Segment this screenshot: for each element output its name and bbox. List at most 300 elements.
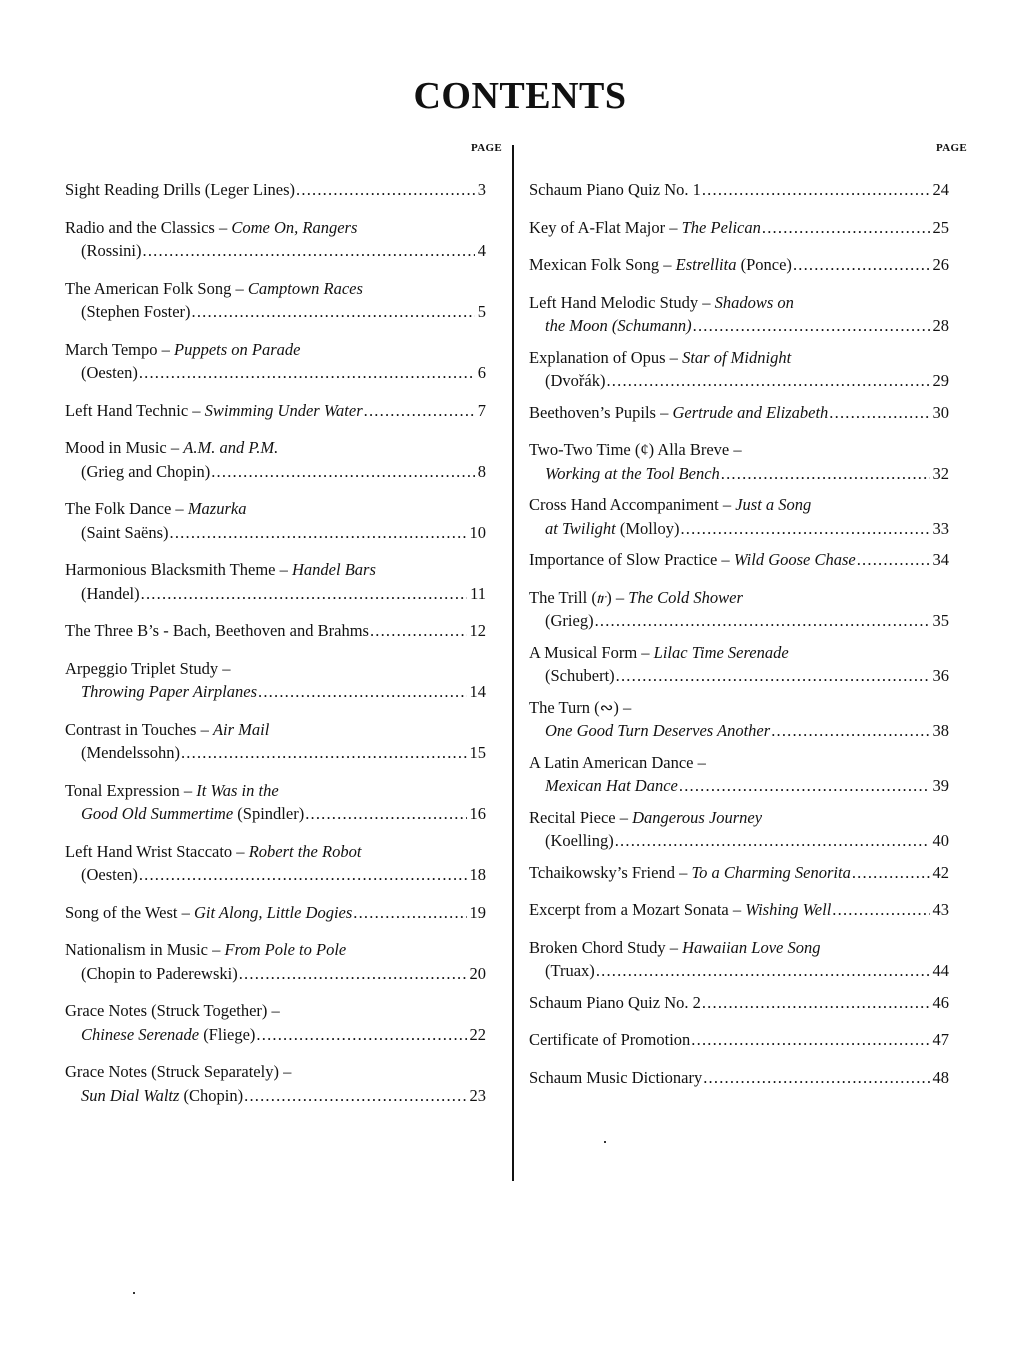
- entry-leader-line: [529, 861, 967, 885]
- page-number: 40: [932, 831, 949, 850]
- entry-leader-line: [529, 664, 967, 688]
- entry-text: [545, 462, 720, 486]
- dot-leader: [832, 898, 929, 922]
- entry-leader-line: [529, 401, 967, 425]
- page-number: 15: [469, 743, 486, 762]
- page-number: 42: [932, 862, 949, 882]
- toc-entry: [65, 216, 502, 263]
- entry-text: [545, 517, 679, 541]
- toc-entry: [529, 861, 967, 885]
- entry-title-text: (Spindler): [233, 804, 305, 823]
- entry-title-italic: Sun Dial Waltz: [81, 1085, 180, 1105]
- page-number: 18: [469, 865, 486, 884]
- entry-text: [529, 991, 701, 1015]
- toc-entry: [65, 497, 502, 544]
- toc-entry: [529, 991, 967, 1015]
- page-number: 35: [932, 611, 949, 630]
- entry-title-text: Beethoven’s Pupils –: [529, 402, 673, 422]
- entry-text: [529, 861, 851, 885]
- toc-entry: [529, 216, 967, 240]
- entry-leader-line: [529, 898, 967, 922]
- dot-leader: [852, 861, 930, 885]
- entry-leader-line: [529, 829, 967, 853]
- toc-entry: [65, 901, 502, 925]
- entry-title-italic: Swimming Under Water: [204, 400, 363, 420]
- toc-list-right: [529, 178, 967, 1089]
- entry-title-italic: Wishing Well: [745, 900, 832, 919]
- entry-title-text: (Mendelssohn): [81, 743, 180, 762]
- page-number: 44: [932, 961, 949, 980]
- entry-title-text: Harmonious Blacksmith Theme –: [65, 560, 292, 579]
- dot-leader: [721, 462, 930, 486]
- entry-title-text: Explanation of Opus –: [529, 347, 683, 367]
- page-number: 4: [477, 241, 486, 260]
- entry-text: [81, 239, 142, 263]
- entry-title-text: Mexican Folk Song –: [529, 255, 676, 274]
- dot-leader: [679, 774, 930, 798]
- entry-text: [545, 829, 614, 853]
- entry-leader-line: [65, 741, 502, 765]
- entry-title-italic: Hawaiian Love Song: [682, 937, 821, 957]
- dot-leader: [857, 548, 930, 572]
- page-number: 33: [932, 518, 949, 538]
- toc-entry: [65, 338, 502, 385]
- page-number: 11: [470, 583, 486, 603]
- column-divider: [512, 145, 514, 1181]
- entry-leader-line: [529, 719, 967, 743]
- entry-title-text: Recital Piece –: [529, 807, 633, 827]
- entry-title-text: Grace Notes (Struck Separately) –: [65, 1062, 292, 1081]
- entry-first-line: [65, 216, 502, 240]
- dot-leader: [680, 517, 929, 541]
- entry-title-text: Broken Chord Study –: [529, 937, 683, 957]
- entry-title-italic: Dangerous Journey: [632, 807, 763, 827]
- entry-title-italic: Robert the Robot: [248, 841, 362, 861]
- entry-title-italic: Come On, Rangers: [231, 217, 358, 237]
- dot-leader: [296, 178, 475, 202]
- entry-text: [65, 901, 352, 925]
- page-number: 3: [477, 180, 486, 199]
- entry-leader-line: [529, 548, 967, 572]
- entry-leader-line: [529, 1066, 967, 1090]
- dot-leader: [691, 1028, 929, 1052]
- page-number: 47: [932, 1030, 949, 1049]
- entry-first-line: [65, 657, 502, 681]
- entry-title-text: Contrast in Touches –: [65, 719, 213, 739]
- dot-leader: [703, 1066, 929, 1090]
- entry-leader-line: [65, 1084, 502, 1108]
- entry-leader-line: [65, 1023, 502, 1047]
- toc-entry: [529, 548, 967, 572]
- dot-leader: [702, 178, 930, 202]
- page-number: 29: [932, 371, 949, 390]
- toc-entry: [65, 840, 502, 887]
- entry-first-line: [65, 497, 502, 521]
- dot-leader: [364, 399, 475, 423]
- entry-text: [529, 401, 828, 425]
- entry-first-line: [65, 277, 502, 301]
- entry-leader-line: [529, 178, 967, 202]
- dot-leader: [702, 991, 930, 1015]
- entry-first-line: [529, 806, 967, 830]
- entry-title-italic: Chinese Serenade: [81, 1024, 200, 1044]
- entry-title-italic: From Pole to Pole: [224, 940, 347, 959]
- entry-leader-line: [529, 609, 967, 633]
- dot-leader: [139, 863, 467, 887]
- entry-title-italic: Star of Midnight: [682, 347, 792, 367]
- page-column-header: PAGE: [936, 142, 967, 154]
- dot-leader: [606, 369, 929, 393]
- entry-title-italic: It Was in the: [196, 780, 279, 800]
- entry-leader-line: [65, 863, 502, 887]
- page-number: 25: [932, 217, 949, 237]
- entry-title-italic: Shadows on: [714, 292, 794, 312]
- entry-leader-line: [65, 399, 502, 423]
- entry-title-text: (Fliege): [199, 1024, 256, 1044]
- entry-text: [81, 582, 140, 606]
- dot-leader: [793, 253, 930, 277]
- dot-leader: [353, 901, 466, 925]
- page-number: 48: [932, 1067, 949, 1087]
- page-number: 43: [932, 900, 949, 919]
- entry-text: [65, 399, 363, 423]
- entry-leader-line: [65, 962, 502, 986]
- entry-title-text: The Turn (: [529, 697, 600, 717]
- entry-title-text: Importance of Slow Practice –: [529, 550, 734, 569]
- turn-symbol: ∾: [599, 697, 614, 717]
- entry-title-text: (Grieg and Chopin): [81, 461, 211, 481]
- entry-title-text: The Trill (: [529, 587, 597, 607]
- entry-text: [545, 959, 595, 983]
- toc-entry: [65, 178, 502, 202]
- entry-title-italic: Mexican Hat Dance: [545, 776, 678, 795]
- entry-title-text: Schaum Piano Quiz No. 1: [529, 180, 701, 199]
- entry-title-italic: Just a Song: [735, 495, 812, 514]
- page-number: 19: [469, 902, 486, 922]
- scan-speck: [604, 1141, 606, 1143]
- entry-title-text: (Koelling): [545, 831, 614, 850]
- entry-title-italic: Camptown Races: [247, 278, 363, 298]
- toc-entry: [65, 399, 502, 423]
- entry-title-italic: at Twilight: [545, 518, 616, 538]
- entry-title-text: (Grieg): [545, 611, 594, 630]
- entry-title-text: (Rossini): [81, 241, 142, 260]
- entry-text: [545, 314, 692, 338]
- entry-first-line: [65, 718, 502, 742]
- entry-title-text: Mood in Music –: [65, 438, 184, 457]
- entry-title-italic: Gertrude and Elizabeth: [672, 402, 829, 422]
- entry-leader-line: [529, 216, 967, 240]
- dot-leader: [239, 962, 467, 986]
- page-number: 34: [932, 550, 949, 569]
- entry-title-italic: Mazurka: [187, 499, 247, 518]
- entry-text: [81, 361, 138, 385]
- entry-leader-line: [529, 253, 967, 277]
- page-number: 20: [469, 963, 486, 983]
- page-number: 46: [932, 992, 949, 1012]
- entry-leader-line: [65, 582, 502, 606]
- page-number: 26: [932, 255, 949, 274]
- page-title: CONTENTS: [413, 75, 627, 117]
- entry-title-text: Key of A-Flat Major –: [529, 217, 682, 237]
- entry-leader-line: [65, 460, 502, 484]
- entry-first-line: [65, 999, 502, 1023]
- dot-leader: [370, 619, 467, 643]
- entry-first-line: [65, 779, 502, 803]
- entry-title-italic: Estrellita: [675, 255, 737, 274]
- entry-text: [529, 548, 856, 572]
- entry-text: [81, 460, 210, 484]
- entry-leader-line: [529, 774, 967, 798]
- toc-entry: [529, 291, 967, 338]
- entry-title-text: The American Folk Song –: [65, 278, 248, 298]
- entry-leader-line: [65, 239, 502, 263]
- entry-title-text: Grace Notes (Struck Together) –: [65, 1001, 280, 1020]
- entry-leader-line: [529, 462, 967, 486]
- entry-leader-line: [65, 300, 502, 324]
- entry-title-italic: Air Mail: [212, 719, 270, 739]
- entry-title-text: (Truax): [545, 961, 595, 980]
- entry-first-line: [529, 291, 967, 315]
- entry-text: [65, 178, 295, 202]
- entry-title-text: Arpeggio Triplet Study –: [65, 658, 231, 678]
- entry-text: [81, 741, 180, 765]
- page-number: 32: [932, 463, 949, 483]
- entry-first-line: [65, 338, 502, 362]
- entry-leader-line: [529, 369, 967, 393]
- toc-entry: [529, 806, 967, 853]
- entry-title-italic: Throwing Paper Airplanes: [81, 682, 258, 701]
- dot-leader: [181, 741, 467, 765]
- toc-entry: [529, 936, 967, 983]
- entry-leader-line: [65, 178, 502, 202]
- page-number: 36: [932, 666, 949, 685]
- entry-leader-line: [65, 680, 502, 704]
- page-number: 30: [932, 402, 949, 422]
- toc-entry: [65, 718, 502, 765]
- entry-first-line: [529, 493, 967, 517]
- toc-entry: [529, 1066, 967, 1090]
- toc-entry: [529, 1028, 967, 1052]
- entry-title-text: Certificate of Promotion: [529, 1030, 691, 1049]
- page-number: 23: [469, 1085, 486, 1105]
- entry-title-italic: Lilac Time Serenade: [653, 642, 789, 662]
- entry-title-italic: The Cold Shower: [628, 587, 743, 607]
- contents-column-left: [65, 142, 502, 1121]
- entry-title-italic: Puppets on Parade: [173, 339, 301, 359]
- entry-text: [65, 619, 369, 643]
- dot-leader: [762, 216, 930, 240]
- page-number: 12: [469, 621, 486, 640]
- entry-title-text: (Chopin to Paderewski): [81, 963, 238, 983]
- dot-leader: [258, 680, 466, 704]
- entry-title-italic: Git Along, Little Dogies: [194, 902, 353, 922]
- toc-entry: [529, 696, 967, 743]
- entry-title-text: Song of the West –: [65, 902, 194, 922]
- entry-text: [81, 962, 238, 986]
- page-number: 39: [932, 776, 949, 795]
- toc-entry: [529, 493, 967, 540]
- entry-leader-line: [529, 959, 967, 983]
- entry-first-line: [529, 346, 967, 370]
- entry-first-line: [65, 840, 502, 864]
- entry-text: [81, 680, 257, 704]
- entry-text: [529, 1066, 702, 1090]
- toc-entry: [65, 1060, 502, 1107]
- entry-first-line: [529, 751, 967, 775]
- toc-entry: [65, 779, 502, 826]
- entry-title-italic: The Pelican: [681, 217, 761, 237]
- dot-leader: [170, 521, 467, 545]
- entry-first-line: [529, 641, 967, 665]
- entry-title-text: Tchaikowsky’s Friend –: [529, 862, 692, 882]
- entry-title-text: (Stephen Foster): [81, 302, 191, 321]
- entry-text: [81, 1023, 255, 1047]
- toc-entry: [529, 253, 967, 277]
- entry-first-line: [529, 438, 967, 462]
- dot-leader: [305, 802, 466, 826]
- entry-title-text: (Saint Saëns): [81, 522, 169, 542]
- entry-title-text: (Handel): [81, 583, 140, 603]
- page-number: 28: [932, 316, 949, 335]
- entry-title-text: ) –: [606, 587, 629, 607]
- dot-leader: [141, 582, 467, 606]
- entry-title-text: Schaum Piano Quiz No. 2: [529, 992, 701, 1012]
- entry-text: [81, 863, 138, 887]
- entry-title-text: The Three B’s - Bach, Beethoven and Brahms: [65, 621, 369, 640]
- entry-text: [81, 1084, 243, 1108]
- toc-entry: [65, 999, 502, 1046]
- entry-text: [545, 609, 594, 633]
- toc-entry: [529, 401, 967, 425]
- entry-title-text: (Chopin): [179, 1085, 244, 1105]
- toc-entry: [65, 657, 502, 704]
- entry-text: [545, 774, 678, 798]
- dot-leader: [595, 609, 930, 633]
- entry-title-text: (Oesten): [81, 865, 138, 884]
- dot-leader: [615, 829, 930, 853]
- entry-text: [529, 216, 761, 240]
- entry-title-text: March Tempo –: [65, 339, 174, 359]
- entry-text: [545, 719, 770, 743]
- entry-title-italic: One Good Turn Deserves Another: [545, 721, 771, 740]
- entry-title-text: The Folk Dance –: [65, 499, 188, 518]
- page-number: 10: [469, 522, 486, 542]
- toc-entry: [529, 641, 967, 688]
- entry-text: [529, 1028, 690, 1052]
- entry-leader-line: [529, 991, 967, 1015]
- entry-text: [81, 521, 169, 545]
- entry-title-italic: Wild Goose Chase: [733, 550, 856, 569]
- dot-leader: [693, 314, 930, 338]
- entry-title-text: A Latin American Dance –: [529, 752, 706, 772]
- entry-title-text: Radio and the Classics –: [65, 217, 232, 237]
- dot-leader: [192, 300, 475, 324]
- entry-title-italic: Working at the Tool Bench: [545, 463, 720, 483]
- trill-symbol: 𝆖: [596, 587, 607, 607]
- page-column-header: PAGE: [471, 142, 502, 154]
- entry-title-text: ) –: [613, 697, 632, 717]
- entry-title-text: (Oesten): [81, 363, 138, 382]
- entry-title-text: (Schubert): [545, 666, 615, 685]
- entry-title-text: Left Hand Technic –: [65, 400, 205, 420]
- entry-leader-line: [65, 802, 502, 826]
- dot-leader: [616, 664, 930, 688]
- toc-list-left: [65, 178, 502, 1107]
- toc-entry: [529, 751, 967, 798]
- entry-title-italic: A.M. and P.M.: [183, 438, 279, 457]
- entry-title-text: Schaum Music Dictionary: [529, 1067, 703, 1087]
- toc-entry: [65, 938, 502, 985]
- entry-text: [81, 300, 191, 324]
- entry-leader-line: [65, 361, 502, 385]
- page-number: 38: [932, 721, 949, 740]
- entry-first-line: [65, 1060, 502, 1084]
- page-number: 7: [477, 400, 486, 420]
- entry-title-italic: Handel Bars: [292, 560, 376, 579]
- toc-entry: [529, 178, 967, 202]
- scan-speck: [133, 1292, 135, 1294]
- dot-leader: [256, 1023, 466, 1047]
- entry-title-text: (Dvořák): [545, 371, 606, 390]
- entry-text: [529, 898, 831, 922]
- entry-first-line: [529, 936, 967, 960]
- entry-first-line: [529, 696, 967, 720]
- toc-entry: [65, 277, 502, 324]
- dot-leader: [596, 959, 930, 983]
- entry-title-text: Sight Reading Drills (Leger Lines): [65, 180, 296, 199]
- dot-leader: [771, 719, 929, 743]
- entry-title-text: Excerpt from a Mozart Sonata –: [529, 900, 746, 919]
- toc-entry: [65, 558, 502, 605]
- entry-text: [545, 369, 605, 393]
- entry-title-text: A Musical Form –: [529, 642, 654, 662]
- entry-text: [545, 664, 615, 688]
- entry-first-line: [65, 436, 502, 460]
- entry-first-line: [65, 558, 502, 582]
- entry-leader-line: [65, 901, 502, 925]
- dot-leader: [244, 1084, 466, 1108]
- page-number: 5: [477, 302, 486, 321]
- entry-text: [81, 802, 304, 826]
- toc-entry: [529, 586, 967, 633]
- entry-first-line: [65, 938, 502, 962]
- entry-title-text: Left Hand Wrist Staccato –: [65, 841, 249, 861]
- toc-entry: [529, 898, 967, 922]
- entry-first-line: [529, 586, 967, 610]
- entry-title-text: Tonal Expression –: [65, 780, 197, 800]
- entry-title-text: Left Hand Melodic Study –: [529, 292, 715, 312]
- toc-entry: [65, 436, 502, 483]
- entry-leader-line: [529, 517, 967, 541]
- entry-title-text: (Molloy): [615, 518, 680, 538]
- entry-title-text: Cross Hand Accompaniment –: [529, 495, 736, 514]
- toc-entry: [529, 346, 967, 393]
- entry-text: [529, 253, 792, 277]
- entry-title-italic: the Moon (Schumann): [545, 316, 692, 335]
- entry-title-text: (Ponce): [736, 255, 792, 274]
- page-number: 16: [469, 804, 486, 823]
- page-number: 24: [932, 180, 949, 199]
- entry-title-italic: Good Old Summertime: [81, 804, 234, 823]
- entry-title-italic: To a Charming Senorita: [691, 862, 851, 882]
- toc-entry: [65, 619, 502, 643]
- entry-title-text: Nationalism in Music –: [65, 940, 225, 959]
- dot-leader: [829, 401, 929, 425]
- toc-entry: [529, 438, 967, 485]
- dot-leader: [143, 239, 475, 263]
- entry-leader-line: [65, 619, 502, 643]
